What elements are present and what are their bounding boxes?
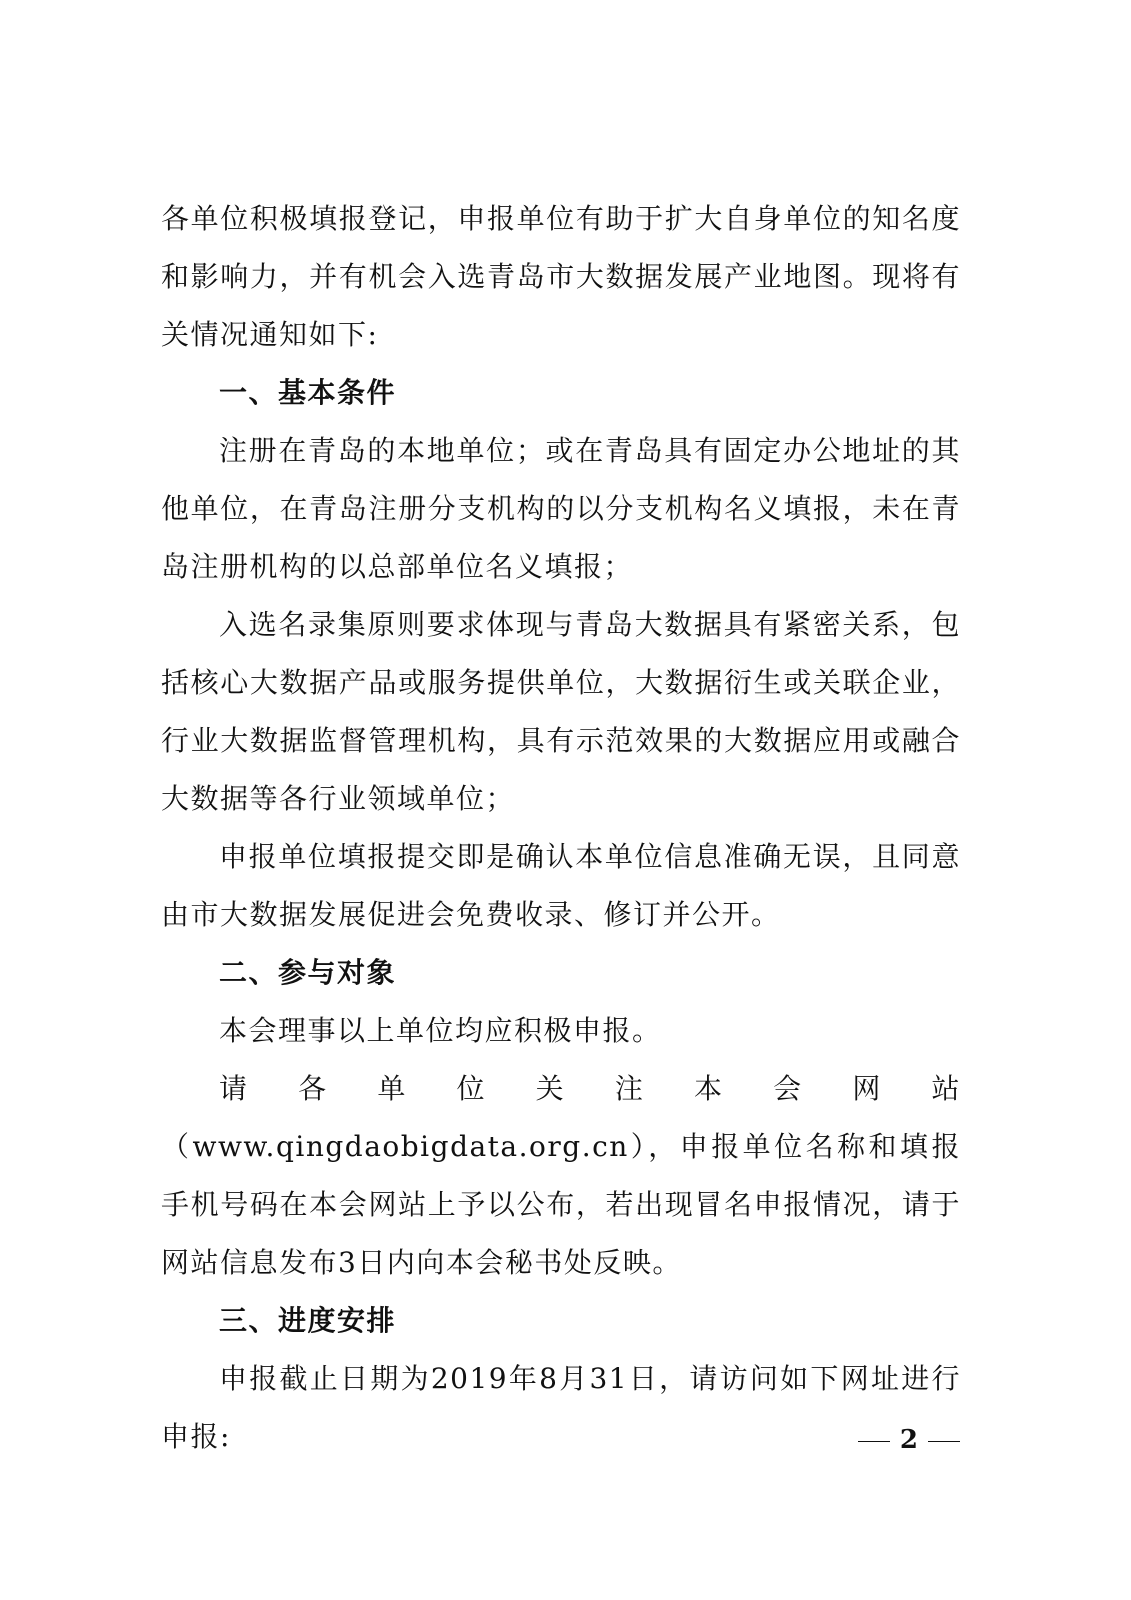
- document-body: [161, 190, 961, 1466]
- dash-left: [858, 1441, 890, 1442]
- paragraph-members: 本会理事以上单位均应积极申报。: [219, 1014, 662, 1047]
- section-heading-schedule: 三、进度安排: [219, 1304, 397, 1337]
- dash-right: [928, 1441, 960, 1442]
- section-heading-basic-conditions: 一、基本条件: [219, 376, 397, 409]
- paragraph-registration: 注册在青岛的本地单位；或在青岛具有固定办公地址的其他单位，在青岛注册分支机构的以分支机构名义填报，未在青岛注册机构的以总部单位名义填报；: [161, 434, 961, 583]
- paragraph-selection-principle: 入选名录集原则要求体现与青岛大数据具有紧密关系，包括核心大数据产品或服务提供单位，大数据衍生或关联企业，行业大数据监督管理机构，具有示范效果的大数据应用或融合大数据等各行业领域单位；: [161, 608, 961, 815]
- page-number: 2: [899, 1425, 918, 1455]
- paragraph-website-notice: 请各单位关注本会网站（www.qingdaobigdata.org.cn），申报单位名称和填报手机号码在本会网站上予以公布，若出现冒名申报情况，请于网站信息发布3日内向本会秘书处反映。: [161, 1072, 961, 1279]
- paragraph-submission-consent: 申报单位填报提交即是确认本单位信息准确无误，且同意由市大数据发展促进会免费收录、修订并公开。: [161, 840, 961, 931]
- section-heading-participants: 二、参与对象: [219, 956, 397, 989]
- page-number-footer: [848, 1420, 970, 1460]
- intro-paragraph: 各单位积极填报登记，申报单位有助于扩大自身单位的知名度和影响力，并有机会入选青岛市大数据发展产业地图。现将有关情况通知如下:: [161, 202, 961, 351]
- paragraph-deadline: 申报截止日期为2019年8月31日，请访问如下网址进行申报:: [161, 1362, 961, 1453]
